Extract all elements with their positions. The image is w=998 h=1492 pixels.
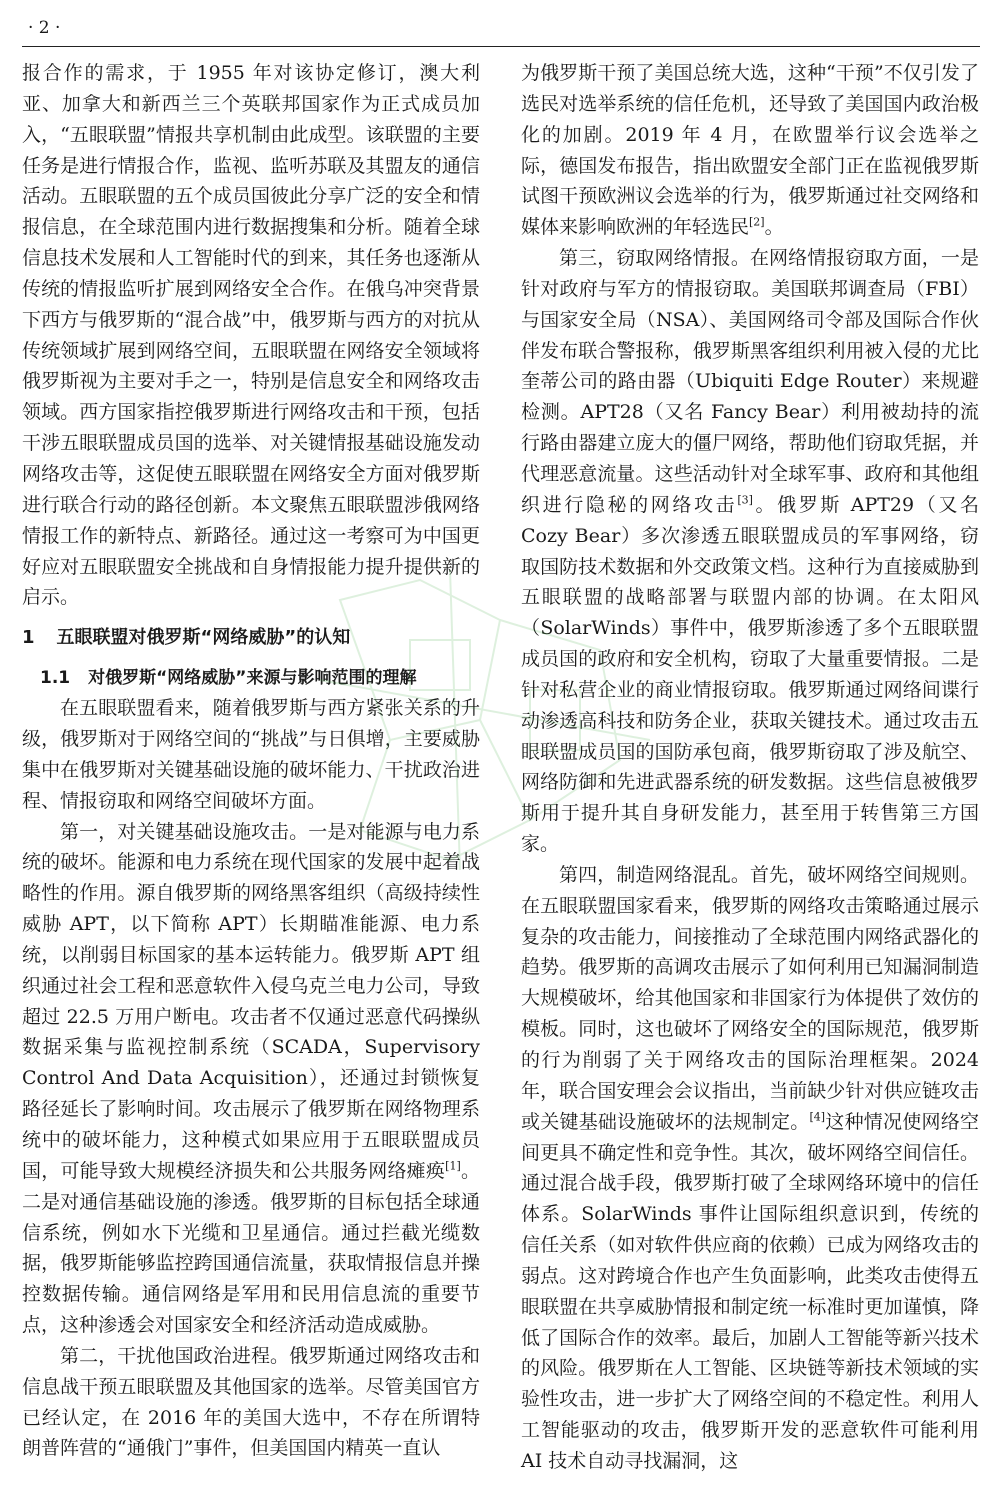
paragraph-text: 。二是对通信基础设施的渗透。俄罗斯的目标包括全球通信系统，例如水下光缆和卫星通信。通过拦截光缆数据，俄罗斯能够监控跨国通信流量，获取情报信息并操控数据传输。通信网络是军用和民用信息流的重要节点，这种渗透会对国家安全和经济活动造成威胁。 — [22, 1159, 480, 1337]
paragraph: 在五眼联盟看来，随着俄罗斯与西方紧张关系的升级，俄罗斯对于网络空间的“挑战”与日俱增，主要威胁集中在俄罗斯对关键基础设施的破坏能力、干扰政治进程、情报窃取和网络空间破坏方面。 — [22, 697, 480, 812]
paragraph-text: 第四，制造网络混乱。首先，破坏网络空间规则。在五眼联盟国家看来，俄罗斯的网络攻击策略通过展示复杂的攻击能力，间接推动了全球范围内网络武器化的趋势。俄罗斯的高调攻击展示了如何利用已知漏洞制造大规模破坏，给其他国家和非国家行为体提供了效仿的模板。同时，这也破坏了网络安全的国际规范，俄罗斯的行为削弱了关于网络攻击的国际治理框架。2024 年，联合国安理会会议指出，当前缺少针对供应链攻击或关键基础设施破坏的法规制定。 — [521, 863, 979, 1133]
left-column — [22, 58, 480, 1464]
section-number: 1 — [22, 627, 35, 649]
page-header — [22, 14, 980, 47]
subsection-number: 1.1 — [40, 668, 71, 689]
section-heading — [22, 623, 480, 653]
paragraph-text: 。俄罗斯 APT29（又名 Cozy Bear）多次渗透五眼联盟成员的军事网络，窃取国防技术数据和外交政策文档。这种行为直接威胁到五眼联盟的战略部署与联盟内部的协调。在太阳风（SolarWinds）事件中，俄罗斯渗透了多个五眼联盟成员国的政府和安全机构，窃取了大量重要情报。二是针对私营企业的商业情报窃取。俄罗斯通过网络间谍行动渗透高科技和防务企业，获取关键技术。通过攻击五眼联盟成员国的国防承包商，俄罗斯窃取了涉及航空、网络防御和先进武器系统的研发数据。这些信息被俄罗斯用于提升其自身研发能力，甚至用于转售第三方国家。 — [521, 493, 979, 856]
subsection-heading — [40, 663, 480, 693]
paragraph-text: 第一，对关键基础设施攻击。一是对能源与电力系统的破坏。能源和电力系统在现代国家的发展中起着战略性的作用。源自俄罗斯的网络黑客组织（高级持续性威胁 APT，以下简称 APT）长期瞄准能源、电力系统，以削弱目标国家的基本运转能力。俄罗斯 APT 组织通过社会工程和恶意软件入侵乌克兰电力公司，导致超过 22.5 万用户断电。攻击者不仅通过恶意代码操纵数据采集与监视控制系统（SCADA，Supervisory Control And Data Acquisition），还通过封锁恢复路径延长了影响时间。攻击展示了俄罗斯在网络物理系统中的破坏能力，这种模式如果应用于五眼联盟成员国，可能导致大规模经济损失和公共服务网络瘫痪 — [22, 820, 480, 1182]
page-number: · 2 · — [28, 18, 61, 38]
citation-ref[interactable]: [2] — [749, 215, 765, 229]
citation-ref[interactable]: [4] — [809, 1110, 826, 1124]
right-column — [521, 58, 979, 1477]
citation-ref[interactable]: [1] — [445, 1159, 461, 1173]
paragraph-text: 这种情况使网络空间更具不确定性和竞争性。其次，破坏网络空间信任。通过混合战手段，俄罗斯打破了全球网络环境中的信任体系。SolarWinds 事件让国际组织意识到，传统的信任关系（如对软件供应商的依赖）已成为网络攻击的弱点。这对跨境合作也产生负面影响，此类攻击使得五眼联盟在共享威胁情报和制定统一标准时更加谨慎，降低了国际合作的效率。最后，加剧人工智能等新兴技术的风险。俄罗斯在人工智能、区块链等新技术领域的实验性攻击，进一步扩大了网络空间的不稳定性。利用人工智能驱动的攻击，俄罗斯开发的恶意软件可能利用 AI 技术自动寻找漏洞，这 — [521, 1110, 979, 1472]
paragraph — [521, 58, 979, 243]
paragraph: 第二，干扰他国政治进程。俄罗斯通过网络攻击和信息战干预五眼联盟及其他国家的选举。尽管美国官方已经认定，在 2016 年的美国大选中，不存在所谓特朗普阵营的“通俄门”事件，但美国国内精英一直认 — [22, 1344, 480, 1460]
paragraph: 报合作的需求，于 1955 年对该协定修订，澳大利亚、加拿大和新西兰三个英联邦国家作为正式成员加入，“五眼联盟”情报共享机制由此成型。该联盟的主要任务是进行情报合作，监视、监听苏联及其盟友的通信活动。五眼联盟的五个成员国彼此分享广泛的安全和情报信息，在全球范围内进行数据搜集和分析。随着全球信息技术发展和人工智能时代的到来，其任务也逐渐从传统的情报监听扩展到网络安全合作。在俄乌冲突背景下西方与俄罗斯的“混合战”中，俄罗斯与西方的对抗从传统领域扩展到网络空间，五眼联盟在网络安全领域将俄罗斯视为主要对手之一，特别是信息安全和网络攻击领域。西方国家指控俄罗斯进行网络攻击和干预，包括干涉五眼联盟成员国的选举、对关键情报基础设施发动网络攻击等，这促使五眼联盟在网络安全方面对俄罗斯进行联合行动的路径创新。本文聚焦五眼联盟涉俄网络情报工作的新特点、新路径。通过这一考察可为中国更好应对五眼联盟安全挑战和自身情报能力提升提供新的启示。 — [22, 62, 480, 609]
paragraph — [22, 817, 480, 1341]
paragraph-text: 。 — [764, 216, 784, 239]
section-title: 五眼联盟对俄罗斯“网络威胁”的认知 — [56, 627, 351, 649]
subsection-title: 对俄罗斯“网络威胁”来源与影响范围的理解 — [88, 668, 417, 689]
paragraph-text: 第三，窃取网络情报。在网络情报窃取方面，一是针对政府与军方的情报窃取。美国联邦调查局（FBI）与国家安全局（NSA）、美国网络司令部及国际合作伙伴发布联合警报称，俄罗斯黑客组织利用被入侵的尤比奎蒂公司的路由器（Ubiquiti Edge Router）来规避检测。APT28（又名 Fancy Bear）利用被劫持的流行路由器建立庞大的僵尸网络，帮助他们窃取凭据，并代理恶意流量。这些活动针对全球军事、政府和其他组织进行隐秘的网络攻击 — [521, 247, 979, 516]
paragraph-text: 为俄罗斯干预了美国总统大选，这种“干预”不仅引发了选民对选举系统的信任危机，还导致了美国国内政治极化的加剧。2019 年 4 月，在欧盟举行议会选举之际，德国发布报告，指出欧盟安全部门正在监视俄罗斯试图干预欧洲议会选举的行为，俄罗斯通过社交网络和媒体来影响欧洲的年轻选民 — [521, 62, 979, 239]
citation-ref[interactable]: [3] — [737, 493, 753, 507]
paragraph — [521, 860, 979, 1477]
paragraph — [521, 243, 979, 860]
